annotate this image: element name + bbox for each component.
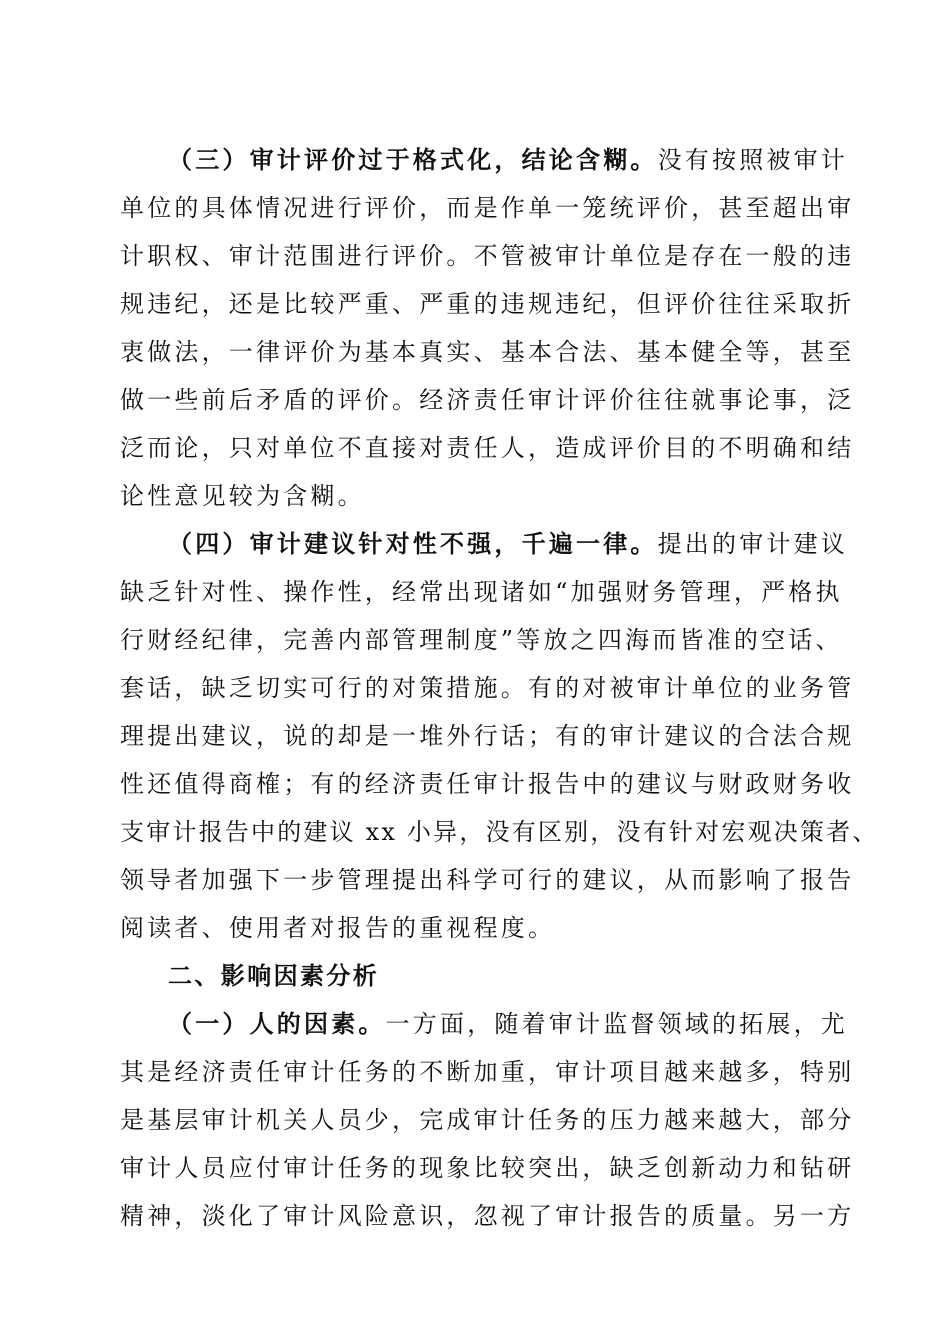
section-3-lead: （三）审计评价过于格式化，结论含糊。 — [168, 145, 658, 174]
section-4-text: 提出的审计建议 — [657, 530, 849, 558]
section-4-line-5: 理提出建议，说的却是一堆外行话；有的审计建议的合法合规 — [120, 722, 855, 750]
section-4-line-9: 阅读者、使用者对报告的重视程度。 — [120, 914, 556, 942]
section-one-line-4: 审计人员应付审计任务的现象比较突出，缺乏创新动力和钻研 — [120, 1154, 855, 1182]
section-3-line-7: 泛而论，只对单位不直接对责任人，造成评价目的不明确和结 — [120, 434, 855, 462]
section-4-line-2: 缺乏针对性、操作性，经常出现诸如“加强财务管理，严格执 — [120, 578, 843, 606]
section-3-line-4: 规违纪，还是比较严重、严重的违规违纪，但评价往往采取折 — [120, 290, 855, 318]
section-3-line-2: 单位的具体情况进行评价，而是作单一笼统评价，甚至超出审 — [120, 194, 855, 222]
section-4-lead: （四）审计建议针对性不强，千遍一律。 — [168, 529, 658, 558]
section-4-line-6: 性还值得商榷；有的经济责任审计报告中的建议与财政财务收 — [120, 770, 855, 798]
section-heading-2: 二、影响因素分析 — [168, 962, 380, 990]
section-one-line-5: 精神，淡化了审计风险意识，忽视了审计报告的质量。另一方 — [120, 1202, 855, 1230]
section-4-line-1 — [168, 528, 849, 560]
section-3-line-6: 做一些前后矛盾的评价。经济责任审计评价往往就事论事，泛 — [120, 386, 855, 414]
section-4-line-4: 套话，缺乏切实可行的对策措施。有的对被审计单位的业务管 — [120, 674, 855, 702]
section-4-line-7: 支审计报告中的建议 xx 小异，没有区别，没有针对宏观决策者、 — [120, 818, 879, 846]
section-4-line-3: 行财经纪律，完善内部管理制度”等放之四海而皆准的空话、 — [120, 626, 843, 654]
section-3-line-3: 计职权、审计范围进行评价。不管被审计单位是存在一般的违 — [120, 242, 855, 270]
section-3-line-5: 衷做法，一律评价为基本真实、基本合法、基本健全等，甚至 — [120, 338, 855, 366]
section-4-line-8: 领导者加强下一步管理提出科学可行的建议，从而影响了报告 — [120, 866, 855, 894]
section-one-text: 一方面，随着审计监督领域的拓展，尤 — [385, 1010, 849, 1038]
section-one-lead: （一）人的因素。 — [168, 1009, 386, 1038]
section-3-line-1 — [168, 144, 849, 176]
section-one-line-1 — [168, 1008, 849, 1040]
section-one-line-3: 是基层审计机关人员少，完成审计任务的压力越来越大，部分 — [120, 1106, 855, 1134]
section-3-line-8: 论性意见较为含糊。 — [120, 482, 365, 510]
section-3-text: 没有按照被审计 — [657, 146, 849, 174]
section-one-line-2: 其是经济责任审计任务的不断加重，审计项目越来越多，特别 — [120, 1058, 855, 1086]
